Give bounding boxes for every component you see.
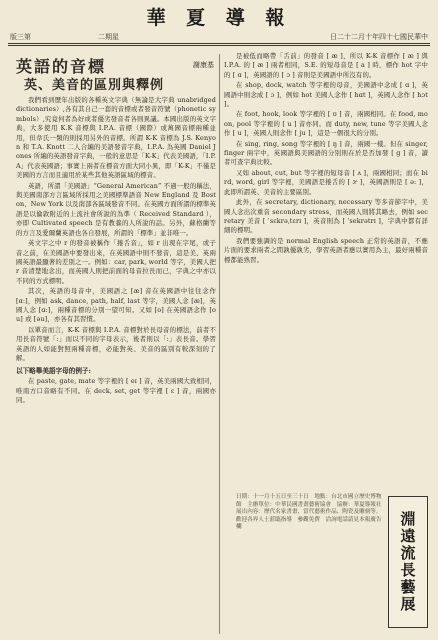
paragraph: 我們要強調的是 normal English speech 正常的英語音，不應片面的要求兩者之間孰優孰劣，學習英語者應以實用為主，最好兩種音標都能熟習。: [224, 236, 428, 264]
masthead: [8, 2, 430, 41]
paragraph: 其次，英語的母音中，美國語之 [æ] 音在英國語中往往念作 [ɑ:]，例如 ask, dance, path, half, last 等字，美國人念 [æ]，英國人念 [ɑ:]，兩種音標的分別一望可知。又如 [o] 在英國語念作 [ou] 或 [əu]，亦各有其習慣。: [16, 287, 216, 324]
article-subtitle: 英、美音的區別與釋例: [24, 78, 165, 93]
ad-stamp-box: [388, 496, 428, 628]
paragraph: 此外，在 secretary, dictionary, necessary 等多音節字中，美國人念出次重音 secondary stress，而英國人則將其略去，例如 secretary 美音 [ ˈsɛkrəˌtɛrɪ ]，英音則為 [ ˈsekrətrɪ ]，字典中都有詳細的標明。: [224, 198, 428, 235]
paragraph: 我們看到歷年出版的各種英文字典（無論是大字典 unabridged dictionaries）,各有其自己一套的音標或者發音符號（phonetic symbols）,究竟何者為好或者優劣發音者各則異議。本國出版的英文字典，大多使用 K.K 音標與 I.P.A. 音標（國際）或萬國音標兩種並用，但韋氏一類的則採用另外的音標。所謂 K-K 音標為 J.S. Kenyon 和 T.A. Knott 二人合編的美語發音字典，I.P.A. 為英國 Daniel Jones 所編的英語發音字典，一般的意思是「K-K」代表美國語，「I.P.A」代表英國語；事實上兩者在標音方面大同小異，即「K-K」不僅是美國的方言而且適用於某些其他英語區域的標音。: [16, 96, 217, 180]
ad-text: 日期：十一月十五日至三十日 地點：台北市國立歷史博物館 主辦單位：中華民國書畫藝術協會 協辦：華夏導報社 展出內容：歷代名家書畫、當代藝術作品、陶瓷及雕刻等。歡迎各界人士蒞臨指導 參觀免費 洽詢電話請見本報廣告欄: [236, 494, 388, 531]
paragraph: 在 shop, dock, watch 等字裡的母音，美國語中念成 [ ɑ ]，英國語中則念成 [ ɔ ]，例如 hot 美國人念作 [ hɑt ]，英國人念作 [ hɔt ]。: [224, 81, 428, 109]
article-author: 謝康基: [193, 61, 214, 69]
column-divider: [219, 54, 220, 634]
publication-date: 日二十二月十年四十七國民華中: [330, 33, 428, 41]
paragraph: 英語，所謂「美國語」“General American” 不過一般的稱法，與美國南部方言區域所採用之美國標準語音 New England 及 Boston、New York 以及南部各區域發音不同。在英國方面所謂的標準英語是以倫敦附近的上流社會所說的為準（ Received Standard ），亦即 Cultivated speech 是有教養的人所說的話。另外，蘇格蘭等的方言及愛爾蘭英語也各自發展，所謂的「標準」並非唯一。: [16, 181, 216, 237]
paragraph: 英文字之中 r 的發音被稱作「捲舌音」，如 r 出現在字尾，或子音之前，在美國語中要發出來，在英國語中則不發音，這是美、英兩國英語最顯著的差別之一。例如：car, park, world 等字，美國人把 r 音清楚地念出，而英國人則把前面的母音拉長而已，字典之中亦以不同的方式標明。: [16, 239, 216, 285]
masthead-rule: [8, 43, 430, 44]
issue-info-row: [8, 32, 430, 43]
paragraph: 在 paste, gate, mate 等字裡的 [ eɪ ] 音，英美兩國大致相同，唯南方口音略有不同。在 deck, set, get 等字裡 [ ɛ ] 音，兩國亦同。: [16, 377, 216, 405]
paragraph: 是被低而略帶「舌前」的發音 [ æ ]，所以 K-K 音標作 [ æ ] 與 I.P.A. 的 [ æ ] 兩者相同，S.E. 的短母音是 [ a ] 時，標作 hot 字中的 [ ɑ ]，英國語的 [ ɔ ] 音則是美國語中所沒有的。: [224, 52, 428, 79]
page-number: 版三第: [10, 33, 31, 41]
paragraph: 又如 about, cut, but 等字裡的短母音 [ ʌ ]，兩國相同；而在 bird, word, girl 等字裡，美國語是捲舌的 [ ɝ ]，英國語則是 [ ə: ]，此即所謂英、美音的主要區別。: [224, 168, 428, 196]
paragraph: 在 foot, hook, look 等字裡的 [ ʊ ] 音，兩國相同。在 food, moon, pool 等字裡的 [ u ] 音亦同。而 duty, new, tune 等字美國人念作 [ u ]，英國人則念作 [ ju ]，這是一個很大的分別。: [224, 110, 428, 138]
ad-stamp-text: 淵遠流長藝展: [398, 511, 417, 613]
paragraph: 以單音而言，K-K 音標與 I.P.A. 音標對於長母音的標法，前者不用長音符號「:」而以不同的字母表示，後者則以「:」表長音。學習英語的人如能對照兩種音標，必能對英、美音的區別有較深刻的了解。: [16, 325, 216, 362]
exhibition-ad: [236, 492, 430, 632]
paragraph: 在 sing, ring, song 等字裡的 [ ŋ ] 音，兩國一樣。但在 singer, finger 兩字中，英國語與美國語的分別則在於是否加發 [ g ] 音，讀者可查字典比較。: [224, 139, 428, 167]
article-title: 英語的音標: [16, 57, 107, 76]
newspaper-title: 華 夏 導 報: [146, 7, 292, 29]
article-left-column: [16, 52, 216, 638]
masthead-rule-thin: [8, 45, 430, 46]
section-heading: 以下略舉美語字母的例子:: [16, 367, 91, 376]
weekday: 二期星: [98, 33, 119, 41]
headline-block: [16, 52, 216, 96]
